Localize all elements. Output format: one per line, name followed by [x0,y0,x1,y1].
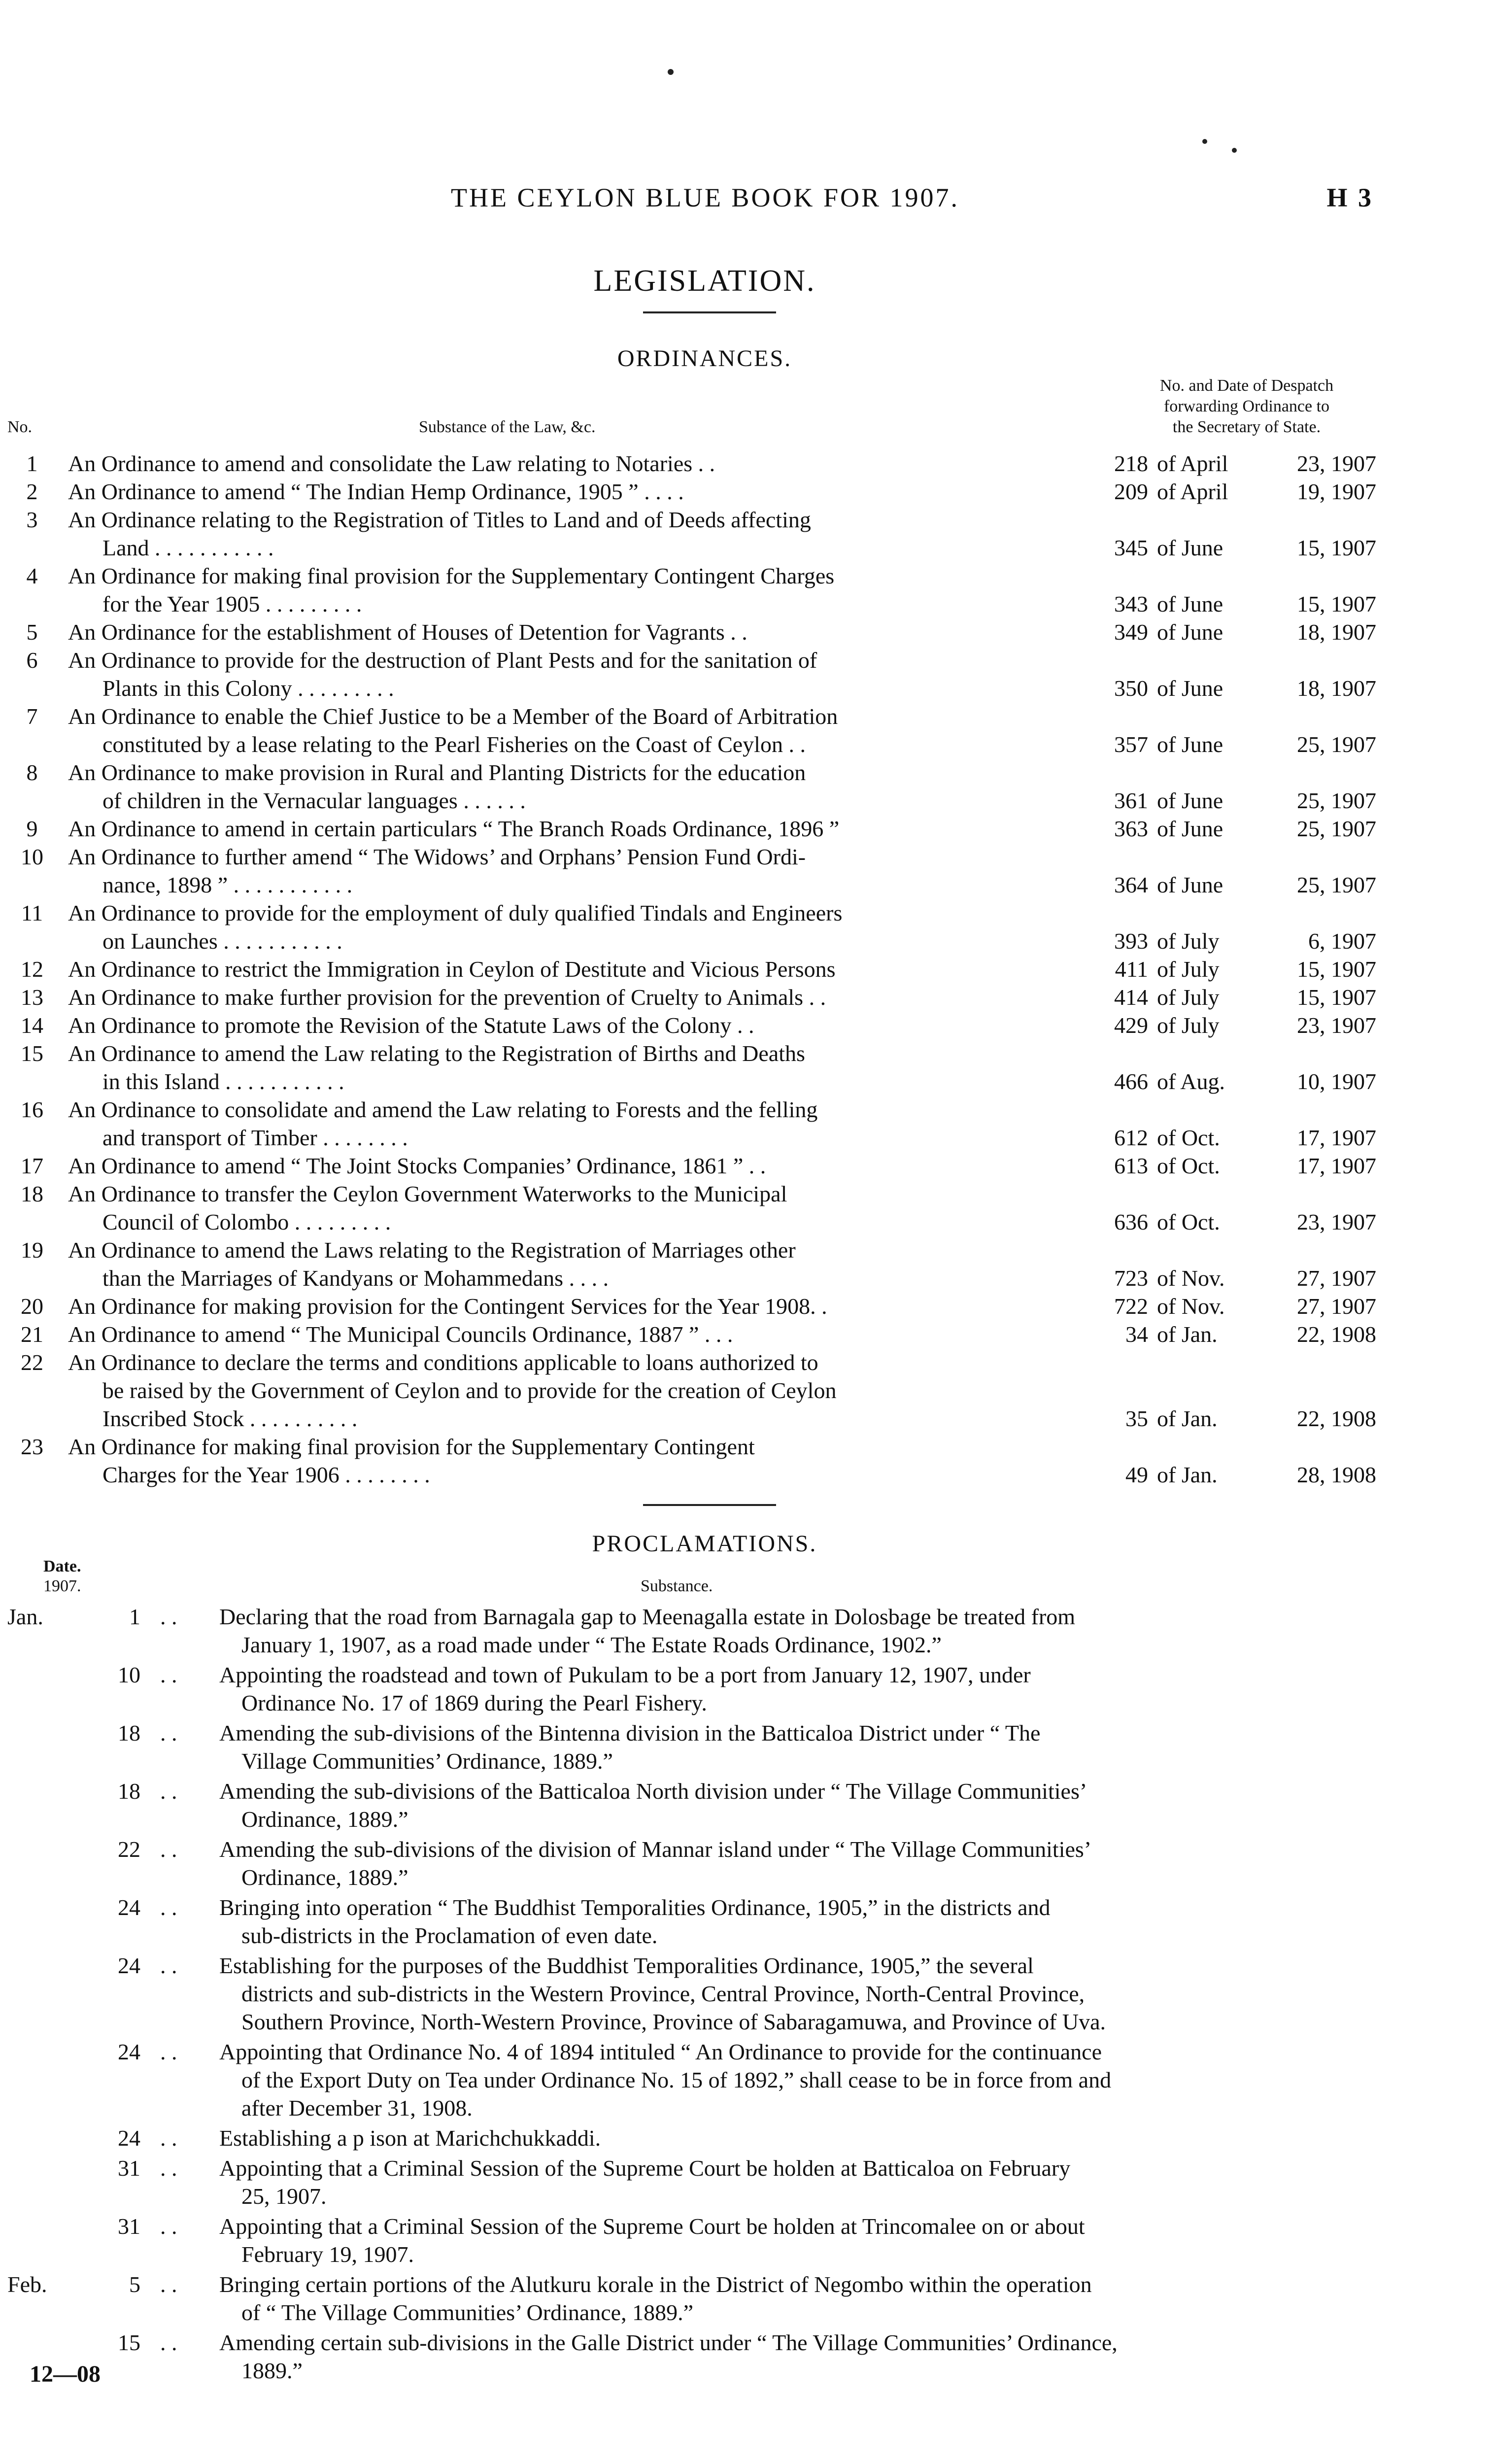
despatch-number: 35 [1125,1406,1148,1431]
ordinance-substance [68,1011,1071,1039]
ordinance-number: 12 [21,957,43,982]
despatch-date: 25, 1907 [1297,872,1376,897]
despatch-reference [1084,1264,1380,1292]
despatch-month: of June [1157,591,1223,616]
ordinance-substance [68,1152,1071,1180]
proclamation-text-line: Village Communities’ Ordinance, 1889.” [241,1748,613,1774]
despatch-number: 466 [1114,1069,1148,1094]
proclamation-month: Jan. [7,1604,43,1629]
despatch-reference [1084,1320,1380,1348]
ordinance-text-line: Land . . . . . . . . . . . [102,535,274,560]
despatch-month: of Oct. [1157,1125,1220,1150]
despatch-reference [1084,730,1380,758]
proclamation-substance [219,1719,1367,1775]
proclamation-text-line: Bringing into operation “ The Buddhist Temporalities Ordinance, 1905,” in the districts and [219,1895,1051,1920]
proclamation-substance [219,2154,1367,2210]
ordinance-number: 2 [26,479,38,504]
despatch-date: 22, 1908 [1297,1406,1376,1431]
ordinance-number: 4 [26,563,38,588]
ordinance-number: 1 [26,451,38,476]
despatch-month: of Jan. [1157,1462,1218,1487]
despatch-date: 27, 1907 [1297,1266,1376,1291]
despatch-number: 34 [1125,1322,1148,1347]
ordinance-text-line: nance, 1898 ” . . . . . . . . . . . [102,872,353,897]
despatch-month: of Aug. [1157,1069,1225,1094]
despatch-month: of Nov. [1157,1266,1225,1291]
despatch-number: 363 [1114,816,1148,841]
ordinance-text-line: Inscribed Stock . . . . . . . . . . [102,1406,358,1431]
despatch-date: 17, 1907 [1297,1153,1376,1178]
despatch-reference [1084,1461,1380,1489]
page-number: H 3 [1326,183,1373,212]
despatch-month: of June [1157,816,1223,841]
ordinance-number: 11 [21,900,43,925]
proclamation-day: 1 [129,1604,140,1629]
proclamation-substance [219,2328,1367,2385]
ordinance-substance [68,478,1071,506]
leader-dots: . . [160,1953,177,1978]
proclamation-day: 18 [118,1779,140,1804]
ordinance-substance [68,702,1071,758]
ordinance-substance [68,449,1071,478]
despatch-reference [1084,815,1380,843]
despatch-reference [1084,674,1380,702]
running-title: THE CEYLON BLUE BOOK FOR 1907. [451,183,959,212]
despatch-reference [1084,983,1380,1011]
title-rule [643,311,776,313]
despatch-number: 723 [1114,1266,1148,1291]
proclamation-substance [219,2270,1367,2327]
ordinance-text-line: An Ordinance for the establishment of Houses of Detention for Vagrants . . [68,619,747,645]
despatch-date: 23, 1907 [1297,1013,1376,1038]
ordinance-text-line: An Ordinance to declare the terms and conditions applicable to loans authorized to [68,1350,818,1375]
despatch-number: 350 [1114,676,1148,701]
despatch-number: 722 [1114,1294,1148,1319]
despatch-month: of Jan. [1157,1322,1218,1347]
ordinance-number: 21 [21,1322,43,1347]
proclamation-day: 31 [118,2156,140,2181]
despatch-reference [1084,1011,1380,1039]
ordinance-substance [68,646,1071,702]
ordinance-number: 3 [26,507,38,532]
despatch-reference [1084,1292,1380,1320]
ordinance-substance [68,1095,1071,1152]
despatch-date: 15, 1907 [1297,535,1376,560]
ordinance-number: 22 [21,1350,43,1375]
proclamation-substance [219,2212,1367,2268]
despatch-reference [1084,590,1380,618]
ordinance-number: 23 [21,1434,43,1459]
proclamation-text-line: 25, 1907. [241,2184,327,2209]
despatch-reference [1084,449,1380,478]
proclamations-title: PROCLAMATIONS. [592,1531,817,1557]
ordinance-substance [68,1292,1071,1320]
number-column-header: No. [7,418,33,436]
despatch-reference [1084,955,1380,983]
proclamation-day: 24 [118,1953,140,1978]
leader-dots: . . [160,2156,177,2181]
proclamation-text-line: 1889.” [241,2358,303,2383]
despatch-month: of April [1157,479,1228,504]
ordinance-substance [68,506,1071,562]
leader-dots: . . [160,2272,177,2297]
despatch-date: 25, 1907 [1297,788,1376,813]
despatch-month: of July [1157,1013,1220,1038]
leader-dots: . . [160,1662,177,1687]
ordinance-text-line: than the Marriages of Kandyans or Mohammedans . . . . [102,1266,609,1291]
despatch-reference [1084,871,1380,899]
ordinance-substance [68,899,1071,955]
leader-dots: . . [160,2125,177,2151]
despatch-number: 636 [1114,1209,1148,1234]
signature-code: 12—08 [30,2361,101,2387]
ordinance-text-line: An Ordinance to enable the Chief Justice to be a Member of the Board of Arbitration [68,704,838,729]
ordinance-text-line: and transport of Timber . . . . . . . . [102,1125,408,1150]
despatch-reference [1084,1067,1380,1095]
despatch-date: 19, 1907 [1297,479,1376,504]
legislation-title: LEGISLATION. [593,264,816,298]
proclamation-text-line: Amending certain sub-divisions in the Galle District under “ The Village Communities’ Ordinance, [219,2330,1118,2355]
leader-dots: . . [160,1604,177,1629]
ordinance-text-line: An Ordinance for making final provision for the Supplementary Contingent [68,1434,755,1459]
leader-dots: . . [160,1720,177,1745]
ordinance-number: 17 [21,1153,43,1178]
proclamation-day: 24 [118,1895,140,1920]
proclamation-substance-header: Substance. [641,1577,713,1595]
ink-speck [1232,148,1237,153]
ordinance-text-line: be raised by the Government of Ceylon and to provide for the creation of Ceylon [102,1378,837,1403]
ordinance-text-line: Plants in this Colony . . . . . . . . . [102,676,394,701]
ordinance-substance [68,1320,1071,1348]
ordinance-number: 20 [21,1294,43,1319]
proclamation-day: 24 [118,2039,140,2064]
despatch-date: 15, 1907 [1297,591,1376,616]
despatch-number: 613 [1114,1153,1148,1178]
ordinance-text-line: constituted by a lease relating to the Pearl Fisheries on the Coast of Ceylon . . [102,732,806,757]
leader-dots: . . [160,1837,177,1862]
proclamation-text-line: Appointing the roadstead and town of Pukulam to be a port from January 12, 1907, under [219,1662,1031,1687]
despatch-number: 411 [1115,957,1148,982]
despatch-date: 17, 1907 [1297,1125,1376,1150]
despatch-number: 218 [1114,451,1148,476]
despatch-reference [1084,927,1380,955]
proclamation-day: 22 [118,1837,140,1862]
ordinance-text-line: An Ordinance to provide for the employment of duly qualified Tindals and Engineers [68,900,843,925]
ordinance-number: 19 [21,1237,43,1263]
despatch-date: 15, 1907 [1297,957,1376,982]
despatch-reference [1084,1208,1380,1236]
despatch-date: 28, 1908 [1297,1462,1376,1487]
substance-column-header: Substance of the Law, &c. [419,418,596,436]
proclamation-text-line: Declaring that the road from Barnagala gap to Meenagalla estate in Dolosbage be treated from [219,1604,1076,1629]
proclamation-text-line: Establishing a p ison at Marichchukkaddi. [219,2125,601,2151]
despatch-column-header: No. and Date of Despatch forwarding Ordinance to the Secretary of State. [1159,376,1334,436]
proclamation-text-line: Ordinance, 1889.” [241,1807,408,1832]
despatch-date: 25, 1907 [1297,732,1376,757]
proclamation-text-line: Establishing for the purposes of the Buddhist Temporalities Ordinance, 1905,” the several [219,1953,1034,1978]
despatch-date: 18, 1907 [1297,676,1376,701]
proclamation-text-line: Ordinance, 1889.” [241,1865,408,1890]
despatch-month: of July [1157,985,1220,1010]
despatch-reference [1084,1152,1380,1180]
ordinance-substance [68,843,1071,899]
despatch-month: of June [1157,535,1223,560]
despatch-number: 349 [1114,619,1148,645]
proclamation-substance [219,2124,1367,2152]
proclamation-day: 24 [118,2125,140,2151]
despatch-date: 23, 1907 [1297,1209,1376,1234]
proclamation-day: 15 [118,2330,140,2355]
ordinance-number: 8 [26,760,38,785]
despatch-month: of June [1157,619,1223,645]
proclamation-text-line: Appointing that a Criminal Session of the Supreme Court be holden at Trincomalee on or about [219,2214,1085,2239]
ordinance-text-line: An Ordinance to make further provision for the prevention of Cruelty to Animals . . [68,985,826,1010]
despatch-number: 357 [1114,732,1148,757]
despatch-date: 15, 1907 [1297,985,1376,1010]
ordinance-substance [68,758,1071,815]
ordinance-text-line: An Ordinance to amend and consolidate the Law relating to Notaries . . [68,451,715,476]
despatch-number: 364 [1114,872,1148,897]
leader-dots: . . [160,2214,177,2239]
ordinance-text-line: An Ordinance to amend “ The Joint Stocks Companies’ Ordinance, 1861 ” . . [68,1153,766,1178]
ordinance-text-line: An Ordinance for making final provision for the Supplementary Contingent Charges [68,563,835,588]
leader-dots: . . [160,1895,177,1920]
ordinance-text-line: An Ordinance to transfer the Ceylon Government Waterworks to the Municipal [68,1181,787,1206]
despatch-month: of July [1157,928,1220,954]
ordinance-substance [68,1236,1071,1292]
proclamation-text-line: of the Export Duty on Tea under Ordinance No. 15 of 1892,” shall cease to be in force from and [241,2067,1112,2092]
ordinance-text-line: Council of Colombo . . . . . . . . . [102,1209,391,1234]
despatch-month: of April [1157,451,1228,476]
ordinance-substance [68,1180,1071,1236]
ordinance-number: 16 [21,1097,43,1122]
ordinance-text-line: An Ordinance to make provision in Rural and Planting Districts for the education [68,760,806,785]
leader-dots: . . [160,1779,177,1804]
despatch-number: 345 [1114,535,1148,560]
proclamation-substance [219,2038,1367,2122]
ordinance-text-line: An Ordinance relating to the Registration of Titles to Land and of Deeds affecting [68,507,811,532]
proclamation-day: 31 [118,2214,140,2239]
ordinance-text-line: on Launches . . . . . . . . . . . [102,928,342,954]
ordinance-number: 15 [21,1041,43,1066]
ordinance-number: 6 [26,648,38,673]
despatch-number: 612 [1114,1125,1148,1150]
proclamation-text-line: Bringing certain portions of the Alutkuru korale in the District of Negombo within the operation [219,2272,1092,2297]
despatch-date: 22, 1908 [1297,1322,1376,1347]
ordinance-substance [68,983,1071,1011]
proclamation-substance [219,1951,1367,2036]
despatch-month: of June [1157,872,1223,897]
ordinance-text-line: An Ordinance to promote the Revision of the Statute Laws of the Colony . . [68,1013,754,1038]
ink-speck [1202,139,1207,144]
despatch-number: 414 [1114,985,1148,1010]
despatch-reference [1084,1404,1380,1433]
proclamation-text-line: Appointing that a Criminal Session of the Supreme Court be holden at Batticaloa on February [219,2156,1071,2181]
despatch-date: 27, 1907 [1297,1294,1376,1319]
despatch-month: of July [1157,957,1220,982]
ordinance-text-line: An Ordinance to consolidate and amend the Law relating to Forests and the felling [68,1097,818,1122]
despatch-number: 361 [1114,788,1148,813]
despatch-number: 49 [1125,1462,1148,1487]
despatch-month: of June [1157,732,1223,757]
proclamation-text-line: Appointing that Ordinance No. 4 of 1894 intituled “ An Ordinance to provide for the continuance [219,2039,1102,2064]
ordinance-text-line: An Ordinance to amend in certain particulars “ The Branch Roads Ordinance, 1896 ” [68,816,840,841]
despatch-number: 209 [1114,479,1148,504]
ordinance-text-line: Charges for the Year 1906 . . . . . . . . [102,1462,430,1487]
ordinance-substance [68,815,1071,843]
ordinance-text-line: in this Island . . . . . . . . . . . [102,1069,344,1094]
despatch-month: of Oct. [1157,1209,1220,1234]
proclamation-text-line: districts and sub-districts in the Western Province, Central Province, North-Central Province, [241,1981,1085,2006]
despatch-date: 10, 1907 [1297,1069,1376,1094]
despatch-month: of June [1157,788,1223,813]
ordinance-substance [68,955,1071,983]
proclamation-text-line: Southern Province, North-Western Province, Province of Sabaragamuwa, and Province of Uva. [241,2009,1106,2034]
ordinance-text-line: An Ordinance to amend the Laws relating to the Registration of Marriages other [68,1237,796,1263]
despatch-number: 393 [1114,928,1148,954]
ink-speck [668,69,674,75]
ordinance-number: 18 [21,1181,43,1206]
ordinance-number: 14 [21,1013,43,1038]
despatch-date: 25, 1907 [1297,816,1376,841]
despatch-month: of June [1157,676,1223,701]
ordinance-substance [68,618,1071,646]
proclamation-substance [219,1835,1367,1891]
ordinance-text-line: of children in the Vernacular languages . . . . . . [102,788,526,813]
despatch-reference [1084,534,1380,562]
despatch-month: of Jan. [1157,1406,1218,1431]
ordinances-title: ORDINANCES. [617,345,792,372]
despatch-reference [1084,478,1380,506]
ordinance-text-line: An Ordinance to provide for the destruction of Plant Pests and for the sanitation of [68,648,817,673]
ordinance-number: 9 [26,816,38,841]
proclamation-substance [219,1603,1367,1659]
despatch-reference [1084,618,1380,646]
ordinance-number: 10 [21,844,43,869]
proclamation-text-line: after December 31, 1908. [241,2095,473,2121]
ordinance-text-line: for the Year 1905 . . . . . . . . . [102,591,362,616]
ordinance-text-line: An Ordinance for making provision for the Contingent Services for the Year 1908. . [68,1294,827,1319]
despatch-number: 343 [1114,591,1148,616]
ordinance-substance [68,1433,1071,1489]
section-rule [643,1504,776,1506]
despatch-date: 18, 1907 [1297,619,1376,645]
proclamation-day: 18 [118,1720,140,1745]
despatch-date: 23, 1907 [1297,451,1376,476]
proclamation-substance [219,1661,1367,1717]
proclamation-day: 5 [129,2272,140,2297]
ordinance-number: 7 [26,704,38,729]
ordinance-text-line: An Ordinance to restrict the Immigration in Ceylon of Destitute and Vicious Persons [68,957,836,982]
despatch-number: 429 [1114,1013,1148,1038]
despatch-month: of Oct. [1157,1153,1220,1178]
proclamation-text-line: Amending the sub-divisions of the division of Mannar island under “ The Village Communities’ [219,1837,1092,1862]
ordinance-text-line: An Ordinance to amend “ The Indian Hemp Ordinance, 1905 ” . . . . [68,479,684,504]
proclamation-text-line: January 1, 1907, as a road made under “ The Estate Roads Ordinance, 1902.” [241,1632,942,1657]
despatch-date: 6, 1907 [1308,928,1376,954]
year-column-header: 1907. [43,1577,81,1595]
ordinance-number: 13 [21,985,43,1010]
date-column-header: Date. [43,1557,81,1575]
ordinance-text-line: An Ordinance to amend “ The Municipal Councils Ordinance, 1887 ” . . . [68,1322,733,1347]
despatch-reference [1084,1124,1380,1152]
leader-dots: . . [160,2330,177,2355]
ordinance-number: 5 [26,619,38,645]
proclamation-text-line: Ordinance No. 17 of 1869 during the Pearl Fishery. [241,1690,707,1715]
ordinance-text-line: An Ordinance to amend the Law relating to the Registration of Births and Deaths [68,1041,805,1066]
proclamation-text-line: Amending the sub-divisions of the Bintenna division in the Batticaloa District under “ The [219,1720,1041,1745]
ordinance-text-line: An Ordinance to further amend “ The Widows’ and Orphans’ Pension Fund Ordi- [68,844,806,869]
proclamation-text-line: Amending the sub-divisions of the Batticaloa North division under “ The Village Communities’ [219,1779,1087,1804]
ordinance-substance [68,1348,1071,1433]
ordinance-substance [68,562,1071,618]
proclamation-text-line: sub-districts in the Proclamation of even date. [241,1923,658,1948]
leader-dots: . . [160,2039,177,2064]
despatch-month: of Nov. [1157,1294,1225,1319]
proclamation-substance [219,1777,1367,1833]
proclamation-month: Feb. [7,2272,47,2297]
despatch-reference [1084,787,1380,815]
proclamation-text-line: of “ The Village Communities’ Ordinance, 1889.” [241,2300,694,2325]
proclamation-text-line: February 19, 1907. [241,2242,414,2267]
proclamation-substance [219,1893,1367,1950]
proclamation-day: 10 [118,1662,140,1687]
ordinance-substance [68,1039,1071,1095]
